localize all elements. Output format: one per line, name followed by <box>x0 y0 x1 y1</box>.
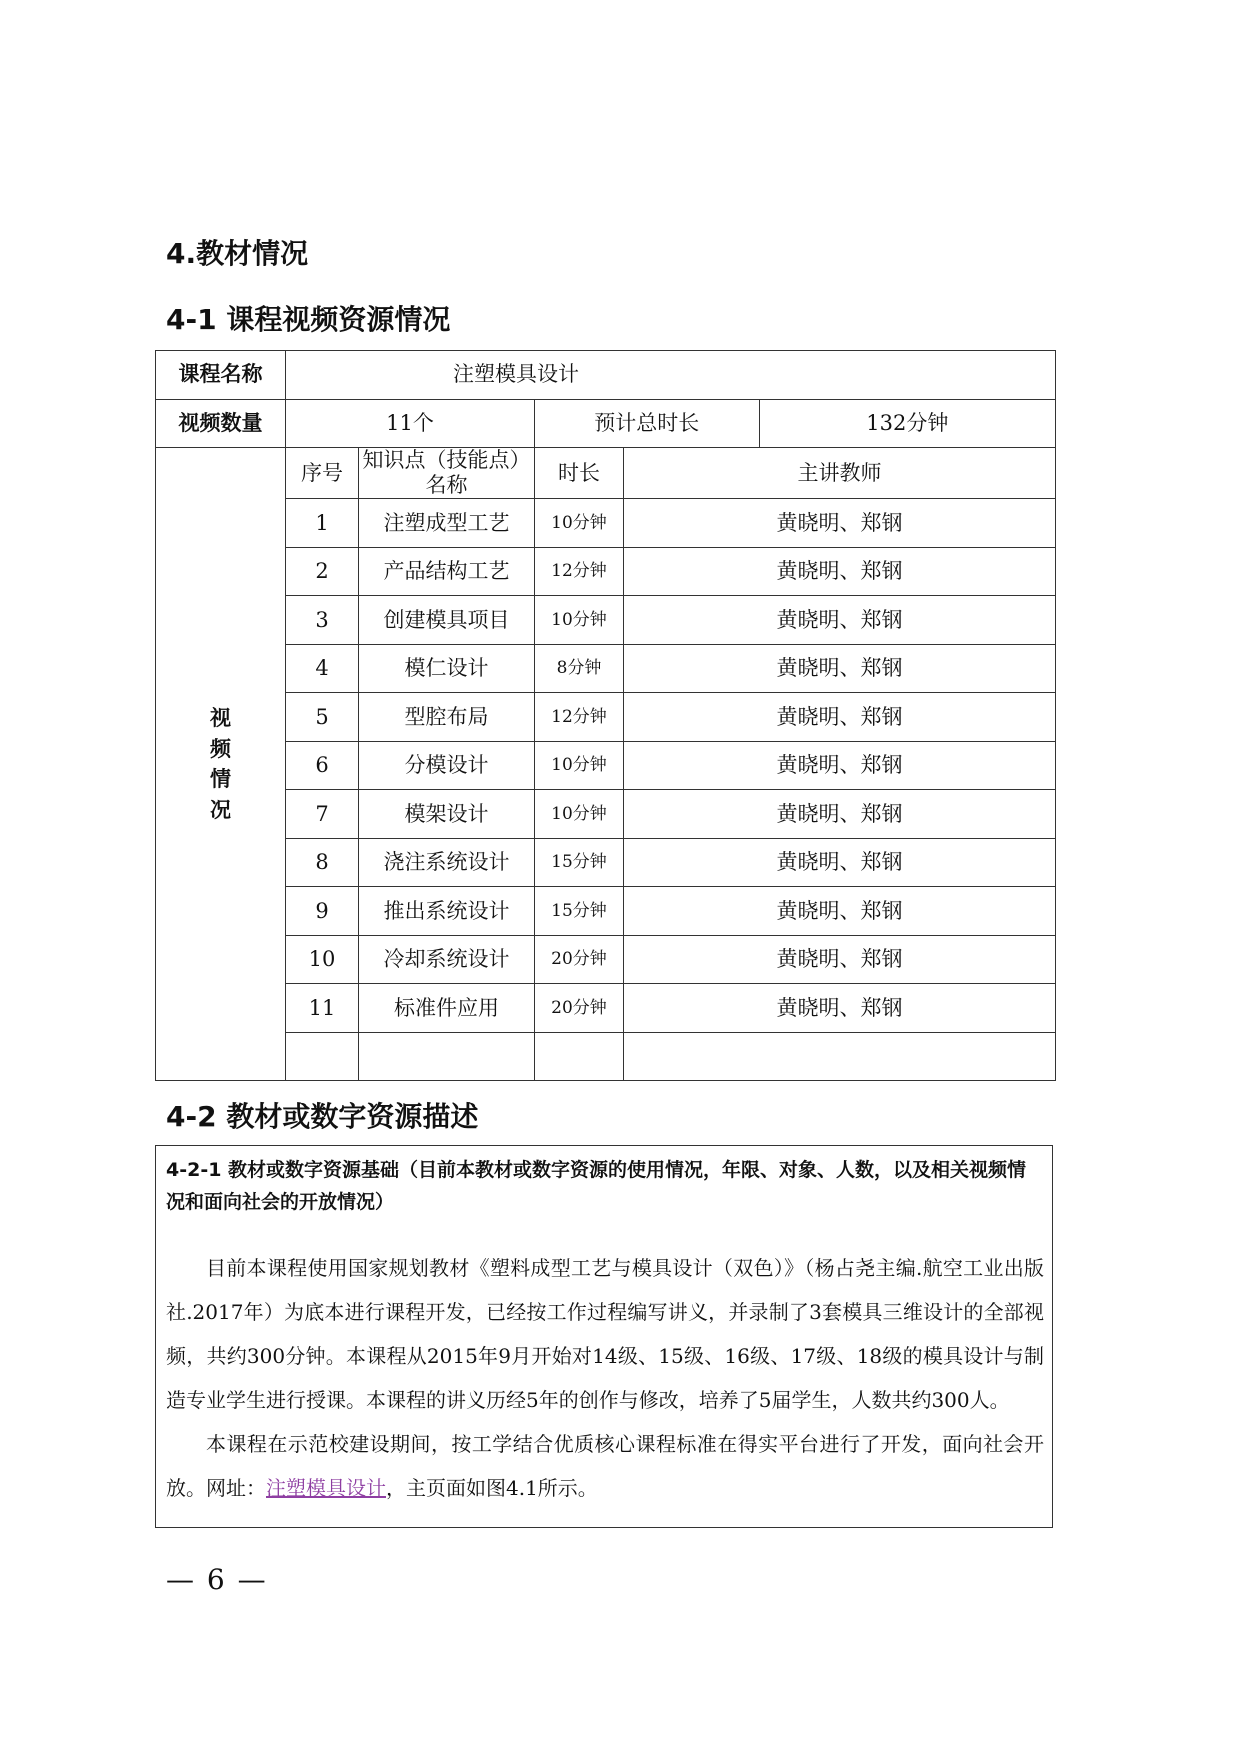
course-link[interactable]: 注塑模具设计 <box>266 1476 386 1500</box>
table-row-empty <box>156 1032 1056 1081</box>
col-header-duration: 时长 <box>535 448 624 499</box>
header-row <box>156 448 1056 499</box>
row-duration: 10分钟 <box>535 499 624 548</box>
row-number: 2 <box>286 547 359 596</box>
course-name-value: 注塑模具设计 <box>286 351 1056 400</box>
table-row <box>156 693 1056 742</box>
row-teacher: 黄晓明、郑钢 <box>624 887 1056 936</box>
row-duration: 8分钟 <box>535 644 624 693</box>
table-row <box>156 741 1056 790</box>
video-resources-table <box>155 350 1056 1081</box>
row-duration: 15分钟 <box>535 887 624 936</box>
table-row <box>156 838 1056 887</box>
row-teacher: 黄晓明、郑钢 <box>624 984 1056 1033</box>
row-number: 11 <box>286 984 359 1033</box>
page-number: — 6 — <box>166 1563 268 1596</box>
description-heading: 4-2 教材或数字资源描述 <box>166 1100 479 1133</box>
row-teacher: 黄晓明、郑钢 <box>624 547 1056 596</box>
table-row <box>156 547 1056 596</box>
empty-cell <box>624 1032 1056 1081</box>
course-name-label: 课程名称 <box>156 351 286 400</box>
video-count-row <box>156 399 1056 448</box>
empty-cell <box>359 1032 535 1081</box>
section-heading: 4.教材情况 <box>166 237 309 270</box>
row-duration: 20分钟 <box>535 984 624 1033</box>
col-header-teacher: 主讲教师 <box>624 448 1056 499</box>
total-duration-label: 预计总时长 <box>535 400 759 448</box>
row-duration: 12分钟 <box>535 693 624 742</box>
row-topic: 浇注系统设计 <box>359 838 535 887</box>
course-name-row <box>156 351 1056 400</box>
row-duration: 10分钟 <box>535 790 624 839</box>
row-number: 3 <box>286 596 359 645</box>
row-number: 6 <box>286 741 359 790</box>
row-duration: 10分钟 <box>535 596 624 645</box>
table-row <box>156 644 1056 693</box>
row-topic: 产品结构工艺 <box>359 547 535 596</box>
row-teacher: 黄晓明、郑钢 <box>624 838 1056 887</box>
row-topic: 型腔布局 <box>359 693 535 742</box>
table-row <box>156 499 1056 548</box>
row-teacher: 黄晓明、郑钢 <box>624 741 1056 790</box>
row-topic: 创建模具项目 <box>359 596 535 645</box>
row-duration: 10分钟 <box>535 741 624 790</box>
video-count-value: 11个 <box>286 399 535 448</box>
row-number: 10 <box>286 935 359 984</box>
row-duration: 12分钟 <box>535 547 624 596</box>
description-box <box>155 1145 1053 1528</box>
col-header-topic: 知识点（技能点）名称 <box>359 448 535 499</box>
row-duration: 15分钟 <box>535 838 624 887</box>
paragraph-2-tail: ，主页面如图4.1所示。 <box>386 1476 598 1500</box>
table-row <box>156 935 1056 984</box>
row-number: 9 <box>286 887 359 936</box>
video-count-label: 视频数量 <box>156 399 286 448</box>
table-row <box>156 984 1056 1033</box>
col-header-no: 序号 <box>286 448 359 499</box>
row-topic: 模架设计 <box>359 790 535 839</box>
empty-cell <box>286 1032 359 1081</box>
duration-cells <box>535 399 1056 448</box>
empty-cell <box>535 1032 624 1081</box>
paragraph-2-text: 本课程在示范校建设期间，按工学结合优质核心课程标准在得实平台进行了开发，面向社会开放。网址： <box>166 1432 1044 1500</box>
total-duration-value: 132分钟 <box>866 410 949 435</box>
description-title: 4-2-1 教材或数字资源基础（目前本教材或数字资源的使用情况，年限、对象、人数，以及相关视频情况和面向社会的开放情况） <box>166 1159 1027 1213</box>
row-topic: 冷却系统设计 <box>359 935 535 984</box>
table-row <box>156 596 1056 645</box>
description-paragraph-1: 目前本课程使用国家规划教材《塑料成型工艺与模具设计（双色）》（杨占尧主编.航空工业出版社.2017年）为底本进行课程开发，已经按工作过程编写讲义，并录制了3套模具三维设计的全部视频，共约300分钟。本课程从2015年9月开始对14级、15级、16级、17级、18级的模具设计与制造专业学生进行授课。本课程的讲义历经5年的创作与修改，培养了5届学生，人数共约300人。 <box>166 1256 1044 1412</box>
row-teacher: 黄晓明、郑钢 <box>624 596 1056 645</box>
table-row <box>156 887 1056 936</box>
row-teacher: 黄晓明、郑钢 <box>624 935 1056 984</box>
row-duration: 20分钟 <box>535 935 624 984</box>
row-number: 1 <box>286 499 359 548</box>
row-topic: 推出系统设计 <box>359 887 535 936</box>
row-teacher: 黄晓明、郑钢 <box>624 644 1056 693</box>
video-resources-heading: 4-1 课程视频资源情况 <box>166 303 451 336</box>
row-topic: 注塑成型工艺 <box>359 499 535 548</box>
row-topic: 分模设计 <box>359 741 535 790</box>
row-topic: 标准件应用 <box>359 984 535 1033</box>
row-teacher: 黄晓明、郑钢 <box>624 693 1056 742</box>
row-number: 5 <box>286 693 359 742</box>
row-teacher: 黄晓明、郑钢 <box>624 499 1056 548</box>
row-topic: 模仁设计 <box>359 644 535 693</box>
video-section-label: 视频情况 <box>156 448 286 1081</box>
table-row <box>156 790 1056 839</box>
row-number: 8 <box>286 838 359 887</box>
row-number: 4 <box>286 644 359 693</box>
row-number: 7 <box>286 790 359 839</box>
description-paragraph-2 <box>166 1422 1044 1510</box>
row-teacher: 黄晓明、郑钢 <box>624 790 1056 839</box>
